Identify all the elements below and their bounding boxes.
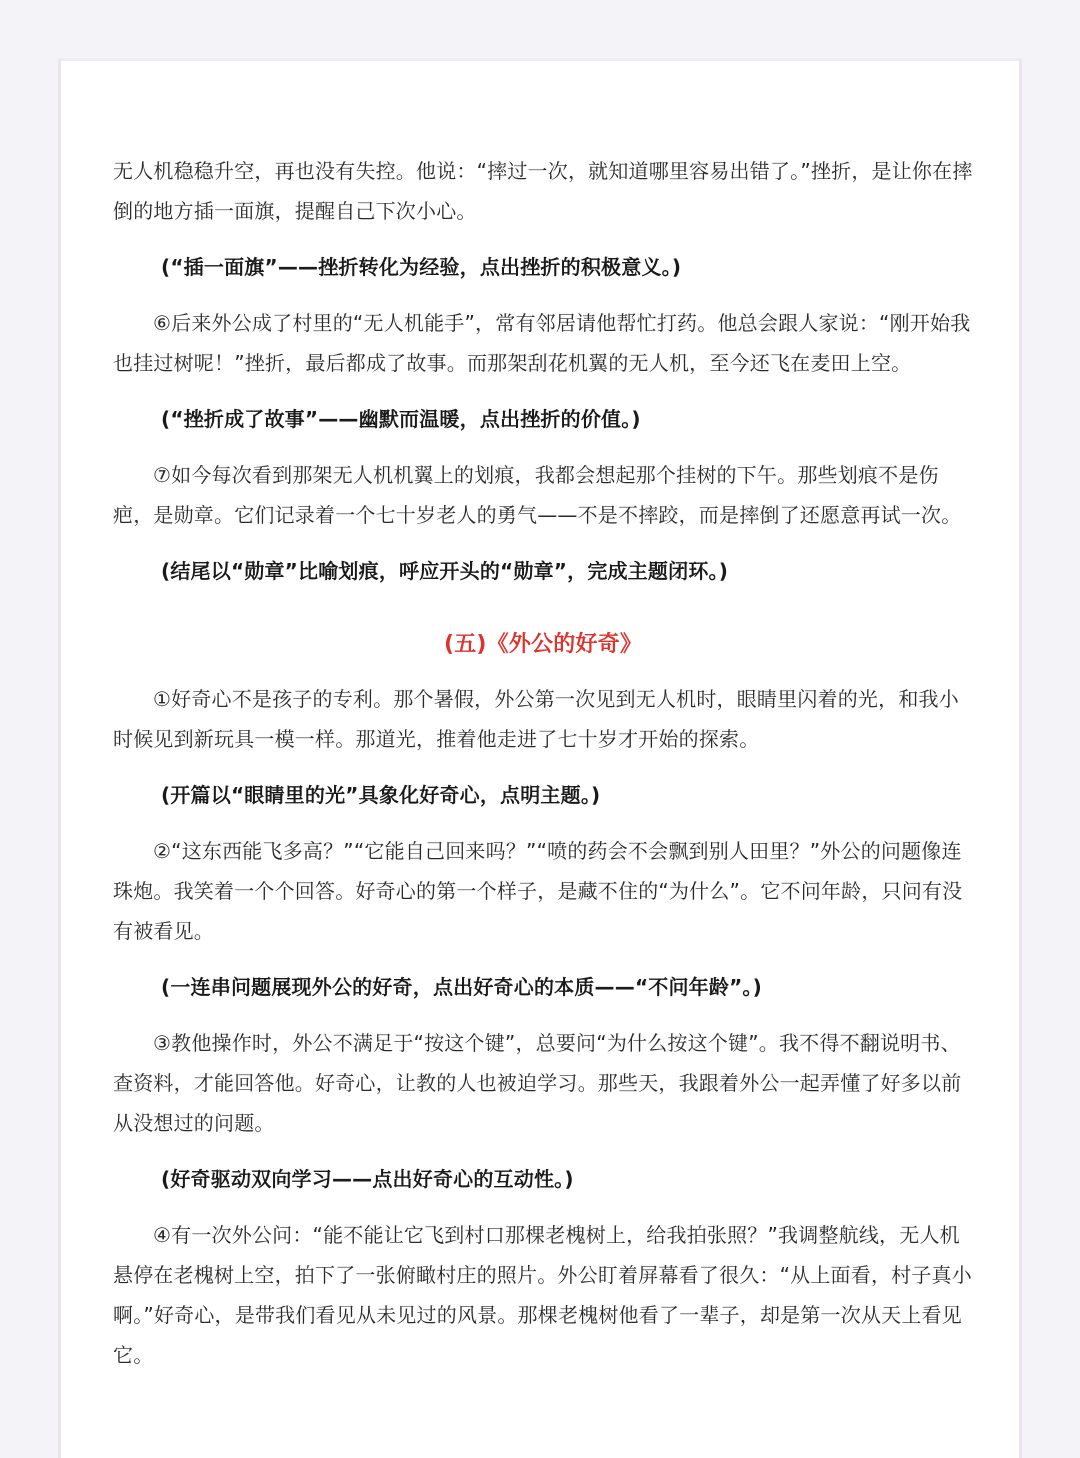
spacer: [113, 535, 973, 545]
section-paragraph-2: ②“这东西能飞多高？”“它能自己回来吗？”“喷的药会不会飘到别人田里？”外公的问题像连珠炮。我笑着一个个回答。好奇心的第一个样子，是藏不住的“为什么”。它不问年龄，只问有没有被看见。: [113, 839, 963, 943]
section-paragraph-4: ④有一次外公问：“能不能让它飞到村口那棵老槐树上，给我拍张照？”我调整航线，无人机悬停在老槐树上空，拍下了一张俯瞰村庄的照片。外公盯着屏幕看了很久：“从上面看，村子真小啊。”好奇心，是带我们看见从未见过的风景。那棵老槐树他看了一辈子，却是第一次从天上看见它。: [113, 1223, 972, 1367]
spacer: [113, 287, 973, 303]
spacer: [113, 951, 973, 961]
paragraph-7: ⑦如今每次看到那架无人机机翼上的划痕，我都会想起那个挂树的下午。那些划痕不是伤疤，是勋章。它们记录着一个七十岁老人的勇气——不是不摔跤，而是摔倒了还愿意再试一次。: [113, 463, 962, 527]
spacer: [113, 1143, 973, 1153]
paragraph-continued: 无人机稳稳升空，再也没有失控。他说：“摔过一次，就知道哪里容易出错了。”挫折，是让你在摔倒的地方插一面旗，提醒自己下次小心。: [113, 159, 973, 223]
spacer: [113, 1199, 973, 1215]
annotation-note: (结尾以“勋章”比喻划痕，呼应开头的“勋章”，完成主题闭环。): [161, 559, 729, 583]
spacer: [113, 1007, 973, 1023]
annotation-note: (“挫折成了故事”——幽默而温暖，点出挫折的价值。): [161, 407, 641, 431]
annotation-note: (开篇以“眼睛里的光”具象化好奇心，点明主题。): [161, 783, 601, 807]
paragraph-6: ⑥后来外公成了村里的“无人机能手”，常有邻居请他帮忙打药。他总会跟人家说：“刚开始我也挂过树呢！”挫折，最后都成了故事。而那架刮花机翼的无人机，至今还飞在麦田上空。: [113, 311, 971, 375]
spacer: [113, 815, 973, 831]
spacer: [113, 439, 973, 455]
section-paragraph-1: ①好奇心不是孩子的专利。那个暑假，外公第一次见到无人机时，眼睛里闪着的光，和我小时候见到新玩具一模一样。那道光，推着他走进了七十岁才开始的探索。: [113, 687, 959, 751]
spacer: [113, 383, 973, 393]
spacer: [113, 759, 973, 769]
annotation-note: (一连串问题展现外公的好奇，点出好奇心的本质——“不问年龄”。): [161, 975, 762, 999]
annotation-note: (好奇驱动双向学习——点出好奇心的互动性。): [161, 1167, 574, 1191]
spacer: [113, 231, 973, 241]
section-title: (五)《外公的好奇》: [443, 632, 643, 657]
document-page: [58, 58, 1022, 1458]
section-paragraph-3: ③教他操作时，外公不满足于“按这个键”，总要问“为什么按这个键”。我不得不翻说明书、查资料，才能回答他。好奇心，让教的人也被迫学习。那些天，我跟着外公一起弄懂了好多以前从没想过的问题。: [113, 1031, 962, 1135]
document-content: [113, 151, 973, 1375]
annotation-note: (“插一面旗”——挫折转化为经验，点出挫折的积极意义。): [161, 255, 682, 279]
